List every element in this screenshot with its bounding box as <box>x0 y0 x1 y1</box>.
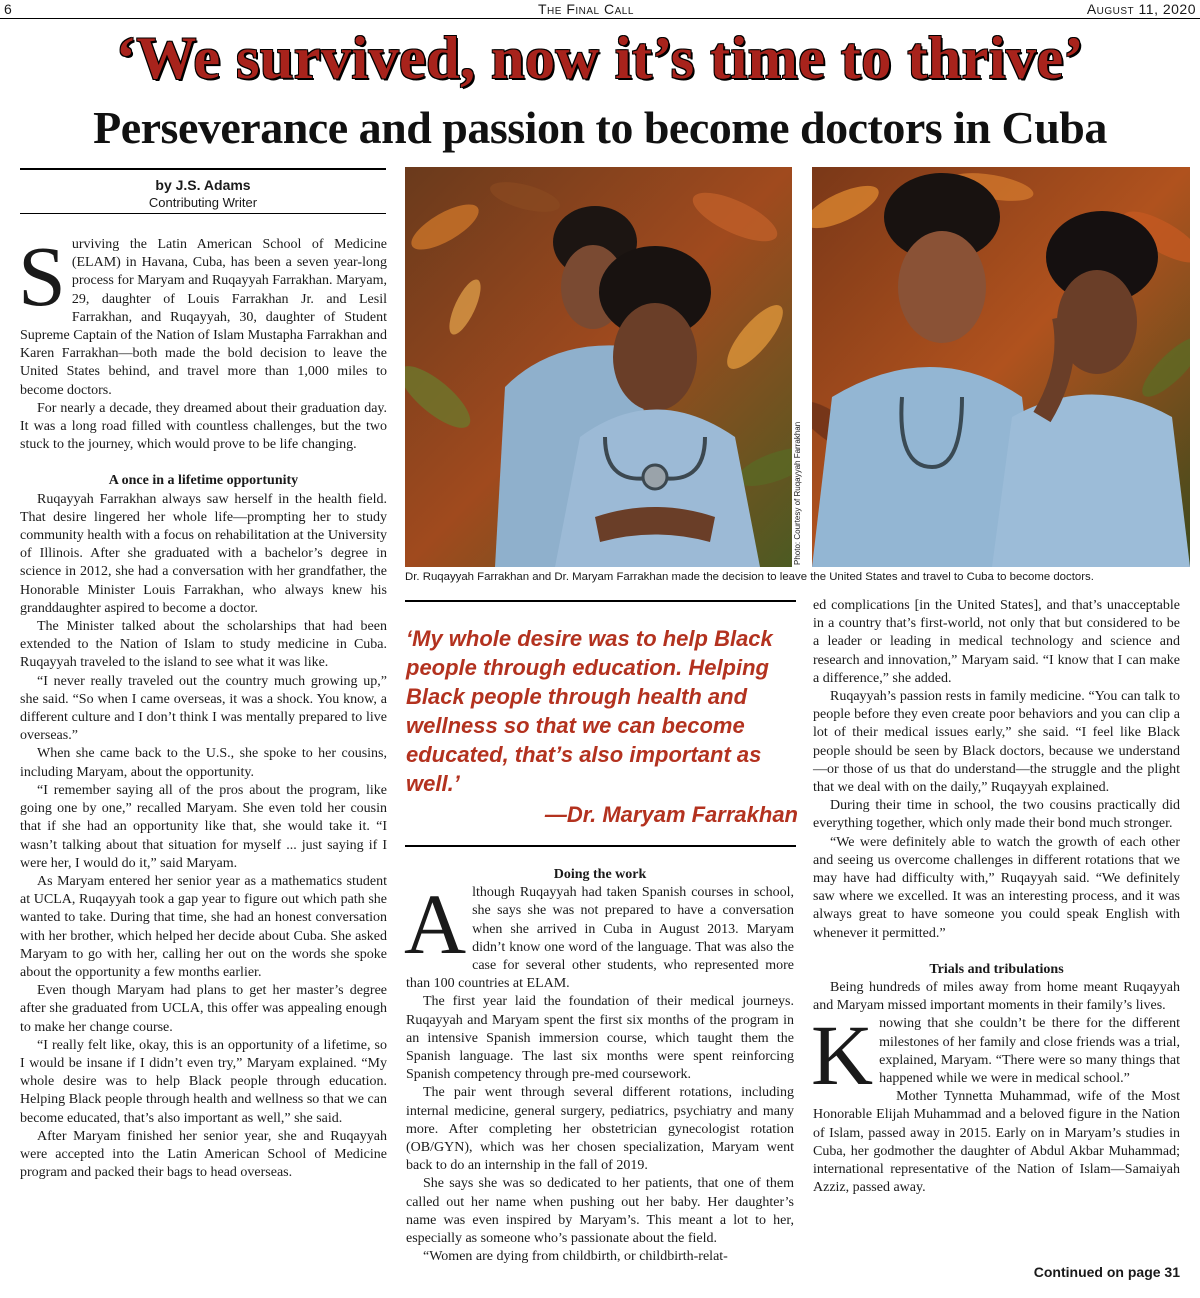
drop-cap: S <box>18 228 66 324</box>
paragraph: As Maryam entered her senior year as a mathematics student at UCLA, Ruqayyah took a gap year to figure out which path she wanted to take. During that time, she had an honest conversation with her brother, which helped her decide about Cuba. She asked Maryam to go with her, calling her out on the words she spoke about the opportunity a few months earlier. <box>20 873 387 980</box>
publication-name: The Final Call <box>538 1 634 17</box>
paragraph: “I remember saying all of the pros about the program, like going one by one,” recalled Maryam. She even told her cousin that if she had an opportunity like that, she would take it. “I wasn’t talking about that situation for myself ... just saying if I were her, I would do it,” said Maryam. <box>20 782 387 871</box>
kicker-headline: ‘We survived, now it’s time to thrive’ <box>115 25 1085 91</box>
paragraph: When she came back to the U.S., she spoke to her cousins, including Maryam, about the opportunity. <box>20 746 387 780</box>
article-column-2 <box>406 866 794 1266</box>
pullquote-attribution: —Dr. Maryam Farrakhan <box>544 802 798 827</box>
paragraph: For nearly a decade, they dreamed about their graduation day. It was a long road filled with countless challenges, but the two stuck to the journey, which would prove to be life changing. <box>20 400 387 453</box>
paragraph: “I never really traveled out the country much growing up,” she said. “So when I came overseas, it was a shock. You know, a different culture and I don’t think I was mentally prepared to live overseas.” <box>20 673 387 744</box>
article-column-1 <box>18 228 387 1182</box>
photo-right-image <box>812 167 1190 567</box>
page-number: 6 <box>4 1 12 17</box>
subhead: Doing the work <box>553 867 647 882</box>
lead-text: urviving the Latin American School of Medicine (ELAM) in Havana, Cuba, has been a seven year-long process for Maryam and Ruqayyah Farrakhan. Maryam, 29, daughter of Louis Farrakhan Jr. and Lesil Farrakhan, and Ruqayyah, 30, daughter of Student Supreme Captain of the Nation of Islam Mustapha Farrakhan and Karen Farrakhan—both made the bold decision to leave the United States behind, and travel more than 1,000 miles to become doctors. <box>20 237 387 398</box>
subhead: Trials and tribulations <box>929 961 1064 977</box>
paragraph: Mother Tynnetta Muhammad, wife of the Most Honorable Elijah Muhammad and a beloved figure in the Nation of Islam, passed away in 2015. Early on in Maryam’s studies in Cuba, her godmother the daughter of Abdul Akbar Muhammad; international representative of the Nation of Islam—Samaiyah Azziz, passed away. <box>813 1089 1180 1196</box>
drop-cap: A <box>404 876 467 973</box>
paragraph: Even though Maryam had plans to get her master’s degree after she graduated from UCLA, this offer was appealing enough to make her change course. <box>20 983 387 1035</box>
paragraph: After Maryam finished her senior year, she and Ruqayyah were accepted into the Latin American School of Medicine program and packed their bags to head overseas. <box>20 1128 387 1181</box>
byline-name: by J.S. Adams <box>155 177 251 193</box>
continued-jumpline: Continued on page 31 <box>1033 1264 1180 1280</box>
paragraph: Ruqayyah’s passion rests in family medicine. “You can talk to people before they even create poor behaviors and you can clip a lot of their medical issues early,” she said. “I feel like Black people should be seen by Black doctors, because we understand—or those of us that do understand—the struggle and the plight that we deal with on the daily,” Ruqayyah explained. <box>813 689 1180 796</box>
byline-rule <box>20 213 386 214</box>
paragraph: ed complications [in the United States], and that’s unacceptable in a country that’s first-world, not only that but considered to be a leader or leading in medical technology and science and research and innovation,” Maryam said. “I know that I can make a difference,” she added. <box>813 598 1180 686</box>
paragraph: The Minister talked about the scholarships that had been extended to the Nation of Islam to study medicine in Cuba. Ruqayyah traveled to the island to see what it was like. <box>20 619 387 671</box>
byline-role: Contributing Writer <box>148 195 258 210</box>
paragraph: The pair went through several different rotations, including internal medicine, general surgery, pediatrics, psychiatry and many more. After completing her obstetrician gynecologist rotation (OB/GYN), which was her chosen specialization, Maryam went back to do an internship in the fall of 2019. <box>406 1085 794 1174</box>
paragraph: Being hundreds of miles away from home meant Ruqayyah and Maryam missed important moments in their family’s lives. <box>813 980 1180 1014</box>
paragraph: “Women are dying from childbirth, or childbirth-relat- <box>423 1249 728 1265</box>
lead-paragraph <box>404 876 794 993</box>
column-rule <box>20 168 386 170</box>
pullquote: ‘My whole desire was to help Black people through education. Helping Black people through health and wellness so that we can become educated, that’s also important as well.’ <box>406 626 773 796</box>
paragraph: She says she was so dedicated to her patients, that one of them called out her name when pushing out her baby. Her daughter’s name was even inspired by Maryam’s. This meant a lot to her, especially as someone who’s passionate about the field. <box>406 1176 794 1247</box>
paragraph: “I really felt like, okay, this is an opportunity of a lifetime, so I would be insane if I didn’t even try,” Maryam explained. “My whole desire was to help Black people through education. Helping Black people through health and wellness so that we can become educated, that’s also important as well,” she said. <box>20 1037 387 1126</box>
paragraph: During their time in school, the two cousins practically did everything together, which only made their bond much stronger. <box>813 798 1180 832</box>
paragraph: The first year laid the foundation of their medical journeys. Ruqayyah and Maryam spent the first six months of the program in an intensive Spanish immersion course, which taught them the Spanish language. The last six months were spent reinforcing Spanish competency through pre-med coursework. <box>406 994 794 1083</box>
drop-cap: K <box>811 1007 874 1104</box>
main-headline: Perseverance and passion to become doctors in Cuba <box>93 102 1107 153</box>
photo-caption: Dr. Ruqayyah Farrakhan and Dr. Maryam Farrakhan made the decision to leave the United States and travel to Cuba to become doctors. <box>405 571 1094 583</box>
article-column-3 <box>813 597 1180 1198</box>
paragraph: “We were definitely able to watch the growth of each other and seeing us overcome challenges in different rotations that we may have had difficulty with,” Ruqayyah said. “We definitely saw where we excelled. It was an interesting process, and it was always great to have someone you could speak English with whenever it permitted.” <box>813 834 1180 941</box>
pullquote-rule-bottom <box>405 845 796 847</box>
subhead: A once in a lifetime opportunity <box>108 473 299 489</box>
byline <box>20 177 386 211</box>
lead-text: lthough Ruqayyah had taken Spanish courses in school, she says she was not prepared to have a conversation when she arrived in Cuba in August 2013. Maryam didn’t know one word of the language. That was also the case for several other students, who represented more than 100 countries at ELAM. <box>406 885 794 992</box>
lead-paragraph <box>18 228 387 400</box>
photo-left-image <box>405 167 792 567</box>
photo-right <box>812 167 1190 567</box>
issue-date: August 11, 2020 <box>1086 1 1196 17</box>
pullquote-rule-top <box>405 600 796 602</box>
page-folio <box>0 0 1200 20</box>
paragraph: Ruqayyah Farrakhan always saw herself in the health field. That desire lingered her whole life—prompting her to study community health with a focus on rehabilitation at the University of Illinois. After she graduated with a bachelor’s degree in science in 2012, she had a conversation with her grandfather, the Honorable Minister Louis Farrakhan, who always knew his granddaughter aspired to become a doctor. <box>20 491 387 616</box>
photo-left <box>405 167 792 567</box>
folio-rule <box>0 18 1200 19</box>
lead-text: nowing that she couldn’t be there for the different milestones of her family and close friends was a trial, explained, Maryam. “There were so many things that happened while we were in medical school.” <box>879 1016 1180 1087</box>
lead-paragraph <box>811 1007 1180 1104</box>
photo-credit: Photo: Courtesy of Ruqayyah Farrakhan <box>793 421 802 565</box>
